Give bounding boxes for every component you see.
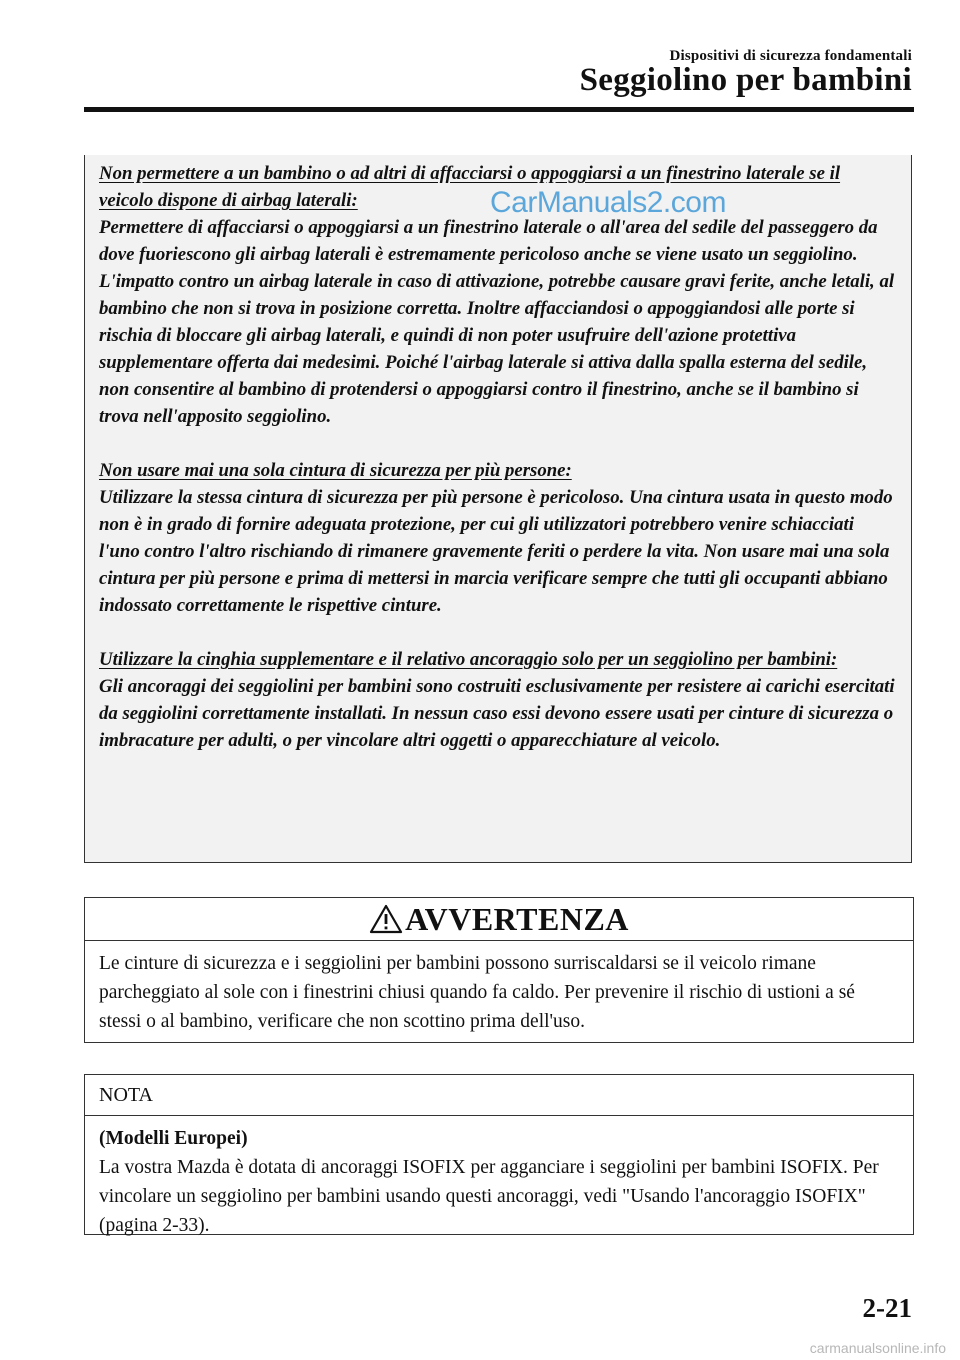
warning-body-2: Utilizzare la stessa cintura di sicurezza per più persone è pericoloso. Una cintura usata in questo modo non è in grado di fornire adeguata protezione, per cui gli utilizzatori potrebbero venire schiacciati l'uno contro l'altro rischiando di rimanere gravemente feriti o perdere la vita. Non usare mai una sola cintura per più persone e prima di mettersi in marcia verificare sempre che tutti gli occupanti abbiano indossato correttamente le rispettive cinture. bbox=[99, 487, 893, 616]
warning-heading-3: Utilizzare la cinghia supplementare e il relativo ancoraggio solo per un seggiolino per bambini: bbox=[99, 649, 838, 670]
warning-body-1: Permettere di affacciarsi o appoggiarsi a un finestrino laterale o all'area del sedile del passeggero da dove fuoriescono gli airbag laterali è estremamente pericoloso anche se viene usato un seggiolino. L'impatto contro un airbag laterale in caso di attivazione, potrebbe causare gravi ferite, anche letali, al bambino che non si trova in posizione corretta. Inoltre affacciandosi o appoggiandosi alle porte si rischia di bloccare gli airbag laterali, e quindi di non poter usufruire dell'azione protettiva supplementare offerta dai medesimi. Poiché l'airbag laterale si attiva dalla spalla esterna del sedile, non consentire al bambino di protendersi o appoggiarsi contro il finestrino, anche se il bambino si trova nell'apposito seggiolino. bbox=[99, 217, 895, 427]
page-number: 2-21 bbox=[862, 1293, 912, 1323]
warning-block bbox=[84, 155, 912, 863]
warning-heading-1: Non permettere a un bambino o ad altri di affacciarsi o appoggiarsi a un finestrino laterale se il veicolo dispone di airbag laterali: bbox=[99, 163, 841, 211]
nota-title: NOTA bbox=[99, 1083, 153, 1106]
warning-heading-2: Non usare mai una sola cintura di sicurezza per più persone: bbox=[99, 460, 572, 481]
nota-box bbox=[84, 1074, 914, 1235]
section-title: Dispositivi di sicurezza fondamentali bbox=[669, 48, 912, 64]
avvertenza-box bbox=[84, 897, 914, 1043]
footer-watermark: carmanualsonline.info bbox=[809, 1340, 946, 1356]
nota-text: La vostra Mazda è dotata di ancoraggi ISOFIX per agganciare i seggiolini per bambini ISOFIX. Per vincolare un seggiolino per bambini usando questi ancoraggi, vedi "Usando l'ancoraggio ISOFIX" (pagina 2-33). bbox=[99, 1157, 879, 1236]
avvertenza-text: Le cinture di sicurezza e i seggiolini per bambini possono surriscaldarsi se il veicolo rimane parcheggiato al sole con i finestrini chiusi quando fa caldo. Per prevenire il rischio di ustioni a sé stessi o al bambino, verificare che non scottino prima dell'uso. bbox=[99, 953, 855, 1032]
avvertenza-title: AVVERTENZA bbox=[405, 900, 629, 937]
header-rule bbox=[84, 107, 914, 112]
nota-subtitle: (Modelli Europei) bbox=[99, 1128, 248, 1149]
warning-body-3: Gli ancoraggi dei seggiolini per bambini sono costruiti esclusivamente per resistere ai carichi esercitati da seggiolini correttamente installati. In nessun caso essi devono essere usati per cinture di sicurezza o imbracature per adulti, o per vincolare altri oggetti o apparecchiature al veicolo. bbox=[99, 676, 895, 751]
watermark: CarManuals2.com bbox=[490, 186, 726, 219]
page-title: Seggiolino per bambini bbox=[579, 62, 912, 98]
warning-triangle-icon bbox=[369, 904, 403, 934]
